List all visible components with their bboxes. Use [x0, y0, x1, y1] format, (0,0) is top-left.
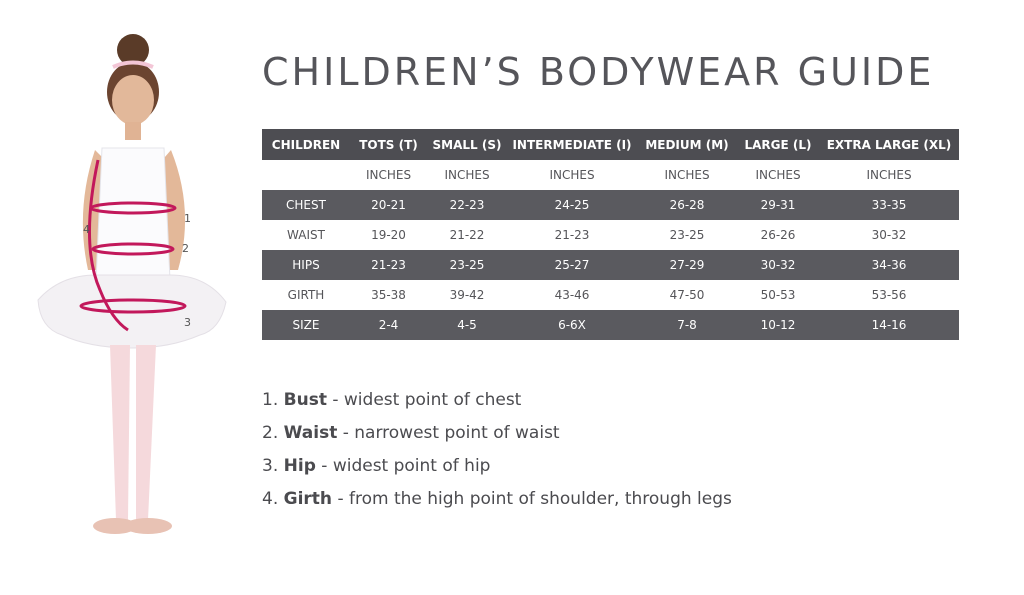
table-cell: 30-32: [737, 250, 819, 280]
table-cell: 47-50: [637, 280, 737, 310]
table-cell: 39-42: [427, 280, 507, 310]
table-cell: 35-38: [350, 280, 427, 310]
header-tots: TOTS (T): [350, 129, 427, 160]
right-leg: [136, 345, 156, 520]
note-description: - from the high point of shoulder, through legs: [332, 489, 732, 509]
note-description: - narrowest point of waist: [337, 423, 560, 443]
table-row-chest: [262, 190, 959, 220]
note-term: Hip: [283, 456, 316, 476]
measurement-notes: [262, 386, 732, 518]
marker-2: 2: [182, 242, 189, 255]
table-row-waist: [262, 220, 959, 250]
child-figure-illustration: [20, 30, 240, 550]
row-label: WAIST: [262, 220, 350, 250]
size-chart-table: [262, 129, 959, 340]
header-medium: MEDIUM (M): [637, 129, 737, 160]
right-shoe: [124, 518, 172, 534]
table-cell: 21-23: [507, 220, 637, 250]
units-cell: INCHES: [427, 160, 507, 190]
row-label: CHEST: [262, 190, 350, 220]
table-cell: 23-25: [427, 250, 507, 280]
note-number: 2.: [262, 423, 279, 443]
note-number: 3.: [262, 456, 279, 476]
table-row-size: [262, 310, 959, 340]
neck: [125, 122, 141, 140]
units-cell: INCHES: [819, 160, 959, 190]
table-cell: 43-46: [507, 280, 637, 310]
header-children: CHILDREN: [262, 129, 350, 160]
table-cell: 21-22: [427, 220, 507, 250]
units-cell: INCHES: [507, 160, 637, 190]
table-cell: 4-5: [427, 310, 507, 340]
table-cell: 7-8: [637, 310, 737, 340]
table-cell: 30-32: [819, 220, 959, 250]
table-cell: 6-6X: [507, 310, 637, 340]
table-row-hips: [262, 250, 959, 280]
header-large: LARGE (L): [737, 129, 819, 160]
marker-3: 3: [184, 316, 191, 329]
table-cell: 10-12: [737, 310, 819, 340]
note-item: [262, 386, 732, 419]
table-cell: 33-35: [819, 190, 959, 220]
note-item: [262, 419, 732, 452]
page-title: CHILDREN’S BODYWEAR GUIDE: [262, 50, 935, 94]
face: [112, 75, 154, 125]
table-cell: 19-20: [350, 220, 427, 250]
table-cell: 20-21: [350, 190, 427, 220]
table-cell: 21-23: [350, 250, 427, 280]
row-label: GIRTH: [262, 280, 350, 310]
note-term: Girth: [283, 489, 333, 509]
note-item: [262, 452, 732, 485]
table-cell: 50-53: [737, 280, 819, 310]
table-cell: 27-29: [637, 250, 737, 280]
table-cell: 53-56: [819, 280, 959, 310]
note-term: Bust: [283, 390, 327, 410]
table-cell: 2-4: [350, 310, 427, 340]
marker-4: 4: [83, 223, 90, 236]
table-cell: 34-36: [819, 250, 959, 280]
note-number: 4.: [262, 489, 279, 509]
table-header-row: [262, 129, 959, 160]
table-cell: 24-25: [507, 190, 637, 220]
note-number: 1.: [262, 390, 279, 410]
table-row-girth: [262, 280, 959, 310]
units-cell: INCHES: [737, 160, 819, 190]
units-row: [262, 160, 959, 190]
table-cell: 26-28: [637, 190, 737, 220]
note-item: [262, 485, 732, 518]
table-cell: 14-16: [819, 310, 959, 340]
table-cell: 26-26: [737, 220, 819, 250]
marker-1: 1: [184, 212, 191, 225]
header-extra-large: EXTRA LARGE (XL): [819, 129, 959, 160]
left-leg: [110, 345, 130, 520]
note-description: - widest point of hip: [315, 456, 491, 476]
table-cell: 22-23: [427, 190, 507, 220]
note-description: - widest point of chest: [326, 390, 522, 410]
units-cell: [262, 160, 350, 190]
units-cell: INCHES: [637, 160, 737, 190]
row-label: SIZE: [262, 310, 350, 340]
header-small: SMALL (S): [427, 129, 507, 160]
header-intermediate: INTERMEDIATE (I): [507, 129, 637, 160]
row-label: HIPS: [262, 250, 350, 280]
table-cell: 25-27: [507, 250, 637, 280]
table-cell: 23-25: [637, 220, 737, 250]
units-cell: INCHES: [350, 160, 427, 190]
note-term: Waist: [283, 423, 338, 443]
table-cell: 29-31: [737, 190, 819, 220]
